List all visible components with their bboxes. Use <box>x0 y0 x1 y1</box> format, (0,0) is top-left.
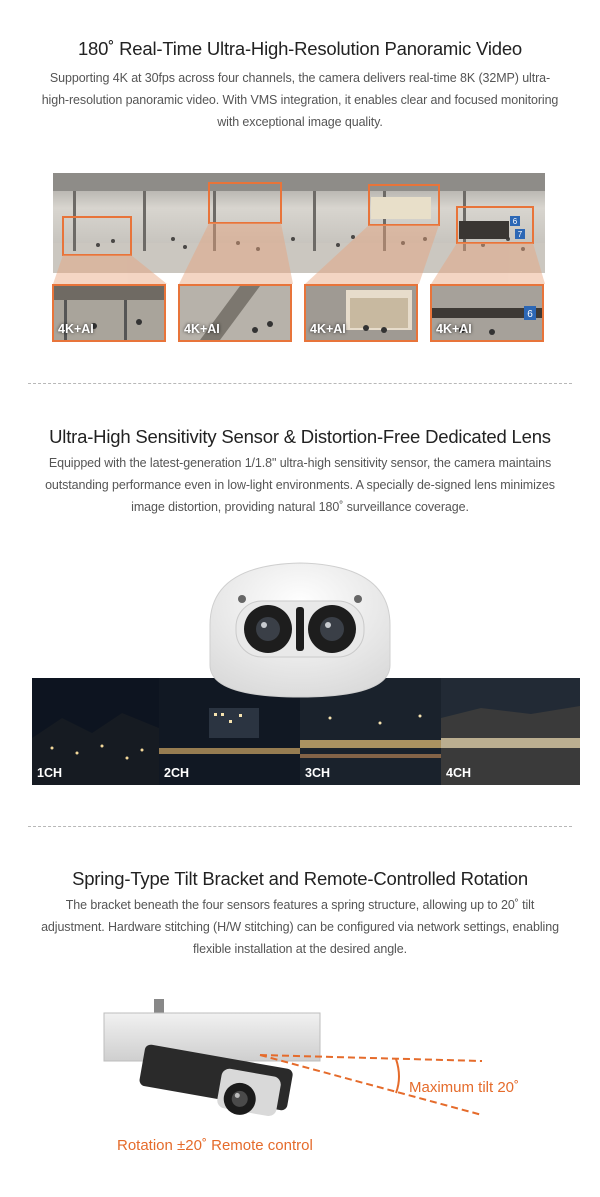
section1-description: Supporting 4K at 30fps across four channels, the camera delivers real-time 8K (32MP) ultra-high-resolution panoramic video. With VMS integration, it enables clear and focused monitoring with exceptional image quality. <box>41 71 559 129</box>
section3-description: The bracket beneath the four sensors features a spring structure, allowing up to 20˚ tilt adjustment. Hardware stitching (H/W stitching) can be configured via network settings, enabling flexible installation at the desired angle. <box>41 898 559 956</box>
section3-title: Spring-Type Tilt Bracket and Remote-Controlled Rotation <box>72 868 528 889</box>
thumb-label-1: 4K+AI <box>58 322 94 336</box>
section2-title: Ultra-High Sensitivity Sensor & Distortion-Free Dedicated Lens <box>49 426 551 447</box>
thumb-sign-number: 6 <box>527 309 533 320</box>
tilt-bracket-image <box>100 995 500 1135</box>
section1-title: 180˚ Real-Time Ultra-High-Resolution Panoramic Video <box>77 38 523 59</box>
thumb-label-4: 4K+AI <box>436 322 472 336</box>
channel-label-3: 3CH <box>305 766 331 780</box>
zoom-thumbnail-3 <box>304 284 418 342</box>
sign-number-7: 7 <box>517 230 523 239</box>
section2-description: Equipped with the latest-generation 1/1.8" ultra-high sensitivity sensor, the camera maintains outstanding performance even in low-light environments. A specially de-signed lens minimizes image distortion, providing natural 180˚ surveillance coverage. <box>45 456 555 514</box>
tilt-angle-arc <box>396 1059 399 1093</box>
section-divider-1 <box>28 383 572 384</box>
thumb-label-3: 4K+AI <box>310 322 346 336</box>
channel-label-4: 4CH <box>446 766 472 780</box>
channel-label-2: 2CH <box>164 766 190 780</box>
sign-number-6: 6 <box>512 217 518 226</box>
section-divider-2 <box>28 826 572 827</box>
zoom-thumbnail-4 <box>430 284 544 342</box>
night-view-channel-1 <box>32 678 159 785</box>
zoom-thumbnail-1 <box>52 284 166 342</box>
channel-label-1: 1CH <box>37 766 63 780</box>
dome-camera-image <box>200 555 400 705</box>
thumb-label-2: 4K+AI <box>184 322 220 336</box>
night-view-channel-4 <box>441 678 580 785</box>
zoom-thumbnail-2 <box>178 284 292 342</box>
rotation-control-label: Rotation ±20˚ Remote control <box>117 1137 313 1154</box>
maximum-tilt-label: Maximum tilt 20˚ <box>409 1079 520 1096</box>
